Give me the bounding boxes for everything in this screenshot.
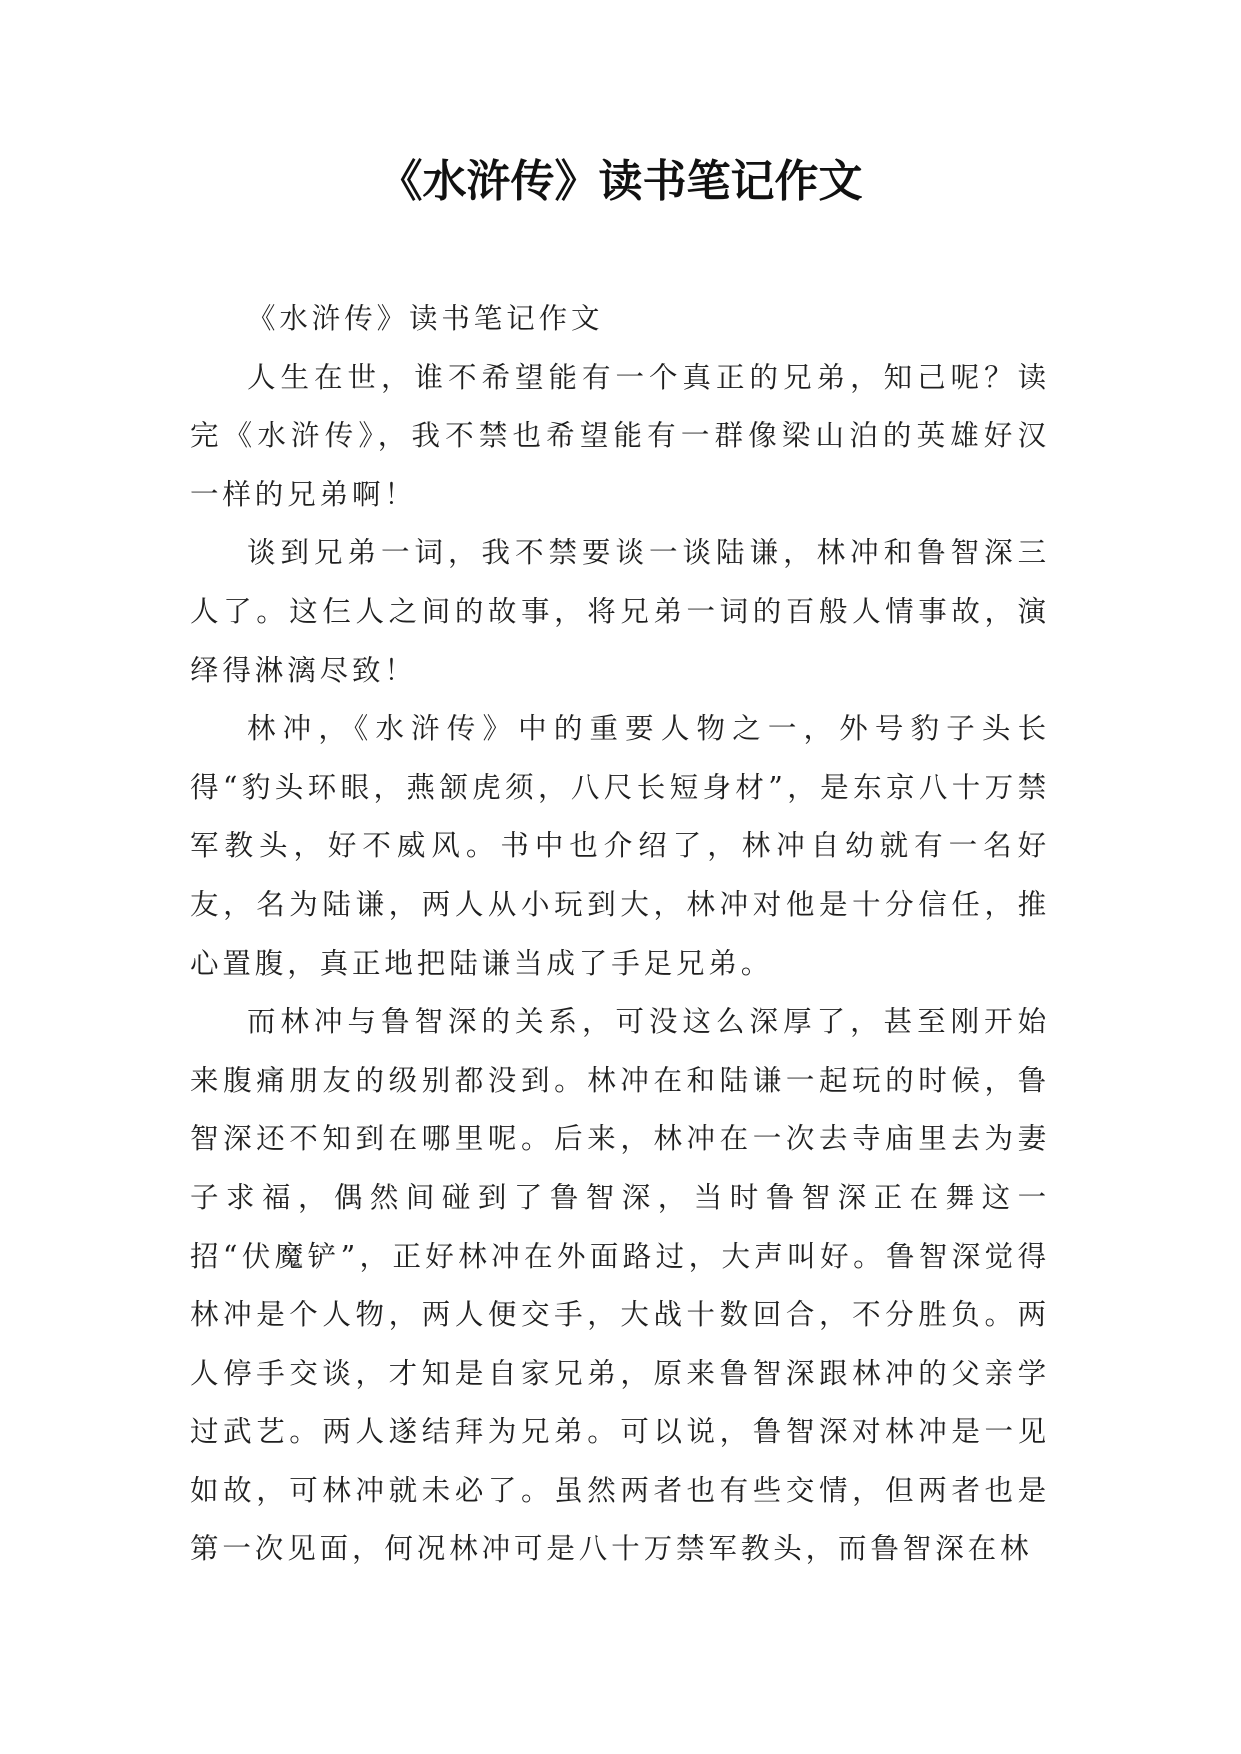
paragraph-subtitle: 《水浒传》读书笔记作文 [247, 302, 604, 335]
paragraph: 人生在世，谁不希望能有一个真正的兄弟，知己呢？读完《水浒传》，我不禁也希望能有一群像梁山泊的英雄好汉一样的兄弟啊！ [190, 360, 1050, 511]
document-body [190, 290, 1050, 1579]
document-title: 《水浒传》读书笔记作文 [378, 156, 863, 207]
paragraph: 而林冲与鲁智深的关系，可没这么深厚了，甚至刚开始来腹痛朋友的级别都没到。林冲在和陆谦一起玩的时候，鲁智深还不知到在哪里呢。后来，林冲在一次去寺庙里去为妻子求福，偶然间碰到了鲁智深，当时鲁智深正在舞这一招“伏魔铲”，正好林冲在外面路过，大声叫好。鲁智深觉得林冲是个人物，两人便交手，大战十数回合，不分胜负。两人停手交谈，才知是自家兄弟，原来鲁智深跟林冲的父亲学过武艺。两人遂结拜为兄弟。可以说，鲁智深对林冲是一见如故，可林冲就未必了。虽然两者也有些交情，但两者也是第一次见面，何况林冲可是八十万禁军教头，而鲁智深在林 [190, 1005, 1050, 1566]
paragraph: 谈到兄弟一词，我不禁要谈一谈陆谦，林冲和鲁智深三人了。这仨人之间的故事，将兄弟一词的百般人情事故，演绎得淋漓尽致！ [190, 536, 1050, 687]
paragraph: 林冲，《水浒传》中的重要人物之一，外号豹子头长得“豹头环眼，燕颔虎须，八尺长短身材”，是东京八十万禁军教头，好不威风。书中也介绍了，林冲自幼就有一名好友，名为陆谦，两人从小玩到大，林冲对他是十分信任，推心置腹，真正地把陆谦当成了手足兄弟。 [190, 712, 1050, 980]
